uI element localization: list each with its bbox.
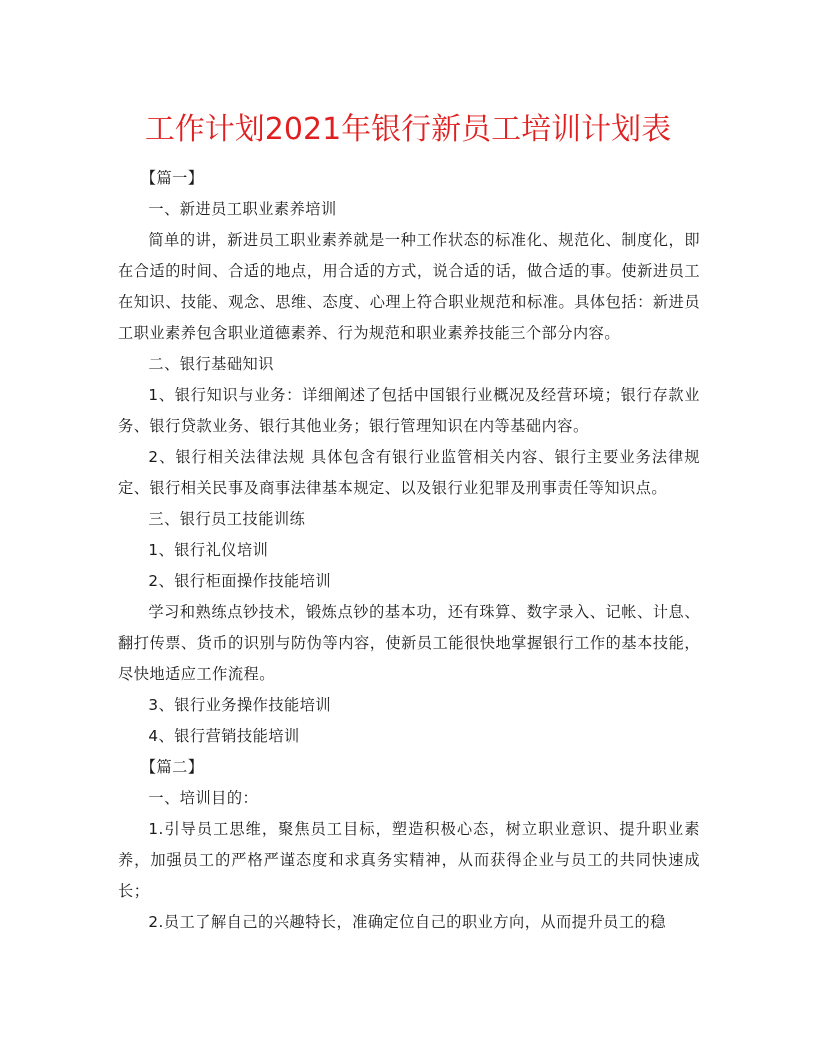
paragraph: 二、银行基础知识 (148, 355, 274, 373)
paragraph: 3、银行业务操作技能培训 (148, 696, 332, 714)
paragraph: 一、培训目的： (148, 789, 259, 807)
paragraph: 1、银行礼仪培训 (148, 541, 269, 559)
paragraph: 学习和熟练点钞技术，锻炼点钞的基本功，还有珠算、数字录入、记帐、计息、翻打传票、货币的识别与防伪等内容，使新员工能很快地掌握银行工作的基本技能，尽快地适应工作流程。 (118, 603, 700, 683)
paragraph: 4、银行营销技能培训 (148, 727, 300, 745)
paragraph: 一、新进员工职业素养培训 (148, 200, 337, 218)
paragraph: 三、银行员工技能训练 (148, 510, 306, 528)
section-heading: 【篇二】 (140, 758, 204, 776)
paragraph: 1.引导员工思维，聚焦员工目标，塑造积极心态，树立职业意识、提升职业素养，加强员工的严格严谨态度和求真务实精神，从而获得企业与员工的共同快速成长； (118, 820, 700, 900)
paragraph: 2.员工了解自己的兴趣特长，准确定位自己的职业方向，从而提升员工的稳 (148, 913, 666, 931)
paragraph: 简单的讲，新进员工职业素养就是一种工作状态的标准化、规范化、制度化，即在合适的时间、合适的地点，用合适的方式，说合适的话，做合适的事。使新进员工在知识、技能、观念、思维、态度、心理上符合职业规范和标准。具体包括：新进员工职业素养包含职业道德素养、行为规范和职业素养技能三个部分内容。 (118, 231, 700, 342)
document-body (118, 163, 700, 938)
paragraph: 1、银行知识与业务：详细阐述了包括中国银行业概况及经营环境；银行存款业务、银行贷款业务、银行其他业务；银行管理知识在内等基础内容。 (118, 386, 700, 435)
paragraph: 2、银行柜面操作技能培训 (148, 572, 332, 590)
section-heading: 【篇一】 (140, 169, 204, 187)
paragraph: 2、银行相关法律法规 具体包含有银行业监管相关内容、银行主要业务法律规定、银行相关民事及商事法律基本规定、以及银行业犯罪及刑事责任等知识点。 (118, 448, 700, 497)
document-title: 工作计划2021年银行新员工培训计划表 (144, 112, 672, 147)
